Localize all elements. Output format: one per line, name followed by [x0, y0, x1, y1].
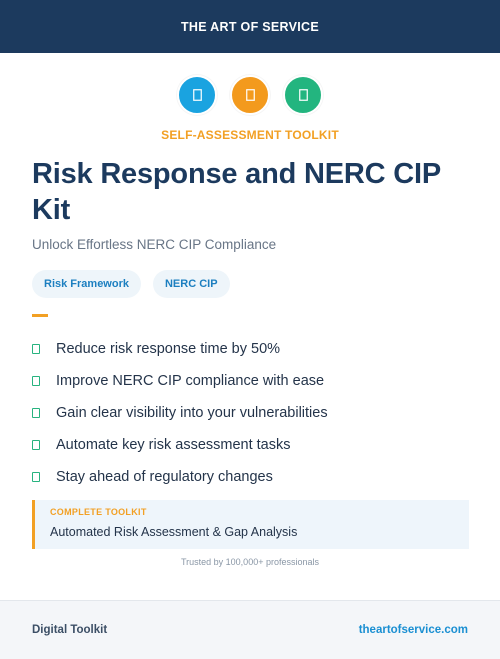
document-icon — [283, 75, 323, 115]
toolkit-callout — [32, 500, 469, 549]
benefit-text: Gain clear visibility into your vulnerabilities — [56, 405, 328, 421]
footer-label: Digital Toolkit — [32, 624, 108, 636]
subtitle: Unlock Effortless NERC CIP Compliance — [32, 237, 277, 252]
footer — [0, 600, 500, 659]
check-icon — [32, 344, 40, 354]
benefit-item — [32, 461, 472, 493]
benefit-list — [32, 333, 472, 493]
brand-title: THE ART OF SERVICE — [180, 19, 320, 34]
toolkit-label: COMPLETE TOOLKIT — [50, 507, 147, 517]
eyebrow-label: SELF-ASSESSMENT TOOLKIT — [161, 128, 339, 142]
benefit-text: Improve NERC CIP compliance with ease — [56, 373, 325, 389]
benefit-item — [32, 365, 472, 397]
benefit-item — [32, 429, 472, 461]
check-icon — [32, 440, 40, 450]
page-title: Risk Response and NERC CIP Kit — [32, 158, 441, 226]
check-icon — [32, 408, 40, 418]
benefit-item — [32, 333, 472, 365]
accent-divider — [32, 314, 48, 317]
document-icon — [230, 75, 270, 115]
icon-row — [0, 75, 500, 115]
check-icon — [32, 472, 40, 482]
trust-note: Trusted by 100,000+ professionals — [180, 557, 319, 567]
tag-nerc-cip[interactable]: NERC CIP — [153, 270, 230, 298]
benefit-text: Reduce risk response time by 50% — [56, 341, 281, 357]
benefit-text: Automate key risk assessment tasks — [56, 437, 291, 453]
benefit-item — [32, 397, 472, 429]
document-icon — [177, 75, 217, 115]
check-icon — [32, 376, 40, 386]
website-link[interactable]: theartofservice.com — [358, 624, 468, 636]
toolkit-description: Automated Risk Assessment & Gap Analysis — [50, 525, 298, 539]
benefit-text: Stay ahead of regulatory changes — [56, 469, 273, 485]
tag-risk-framework[interactable]: Risk Framework — [32, 270, 141, 298]
tag-list — [32, 270, 230, 298]
top-banner — [0, 0, 500, 53]
